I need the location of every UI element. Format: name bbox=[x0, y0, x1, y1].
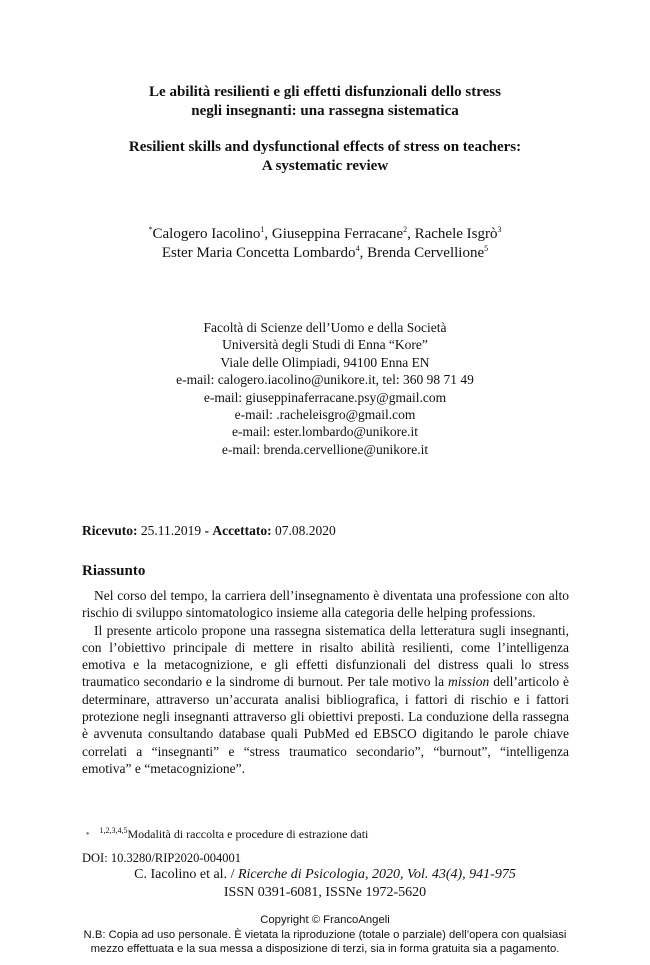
author-line1: *Calogero Iacolino$^1$, Giuseppina Ferracane$^2$, Rachele Isgrò$^3$ bbox=[148, 225, 502, 242]
abstract-paragraph-1: Nel corso del tempo, la carriera dell’insegnamento è diventata una professione con alto rischio di sviluppo sintomatologico insieme alla categoria delle helping professions. bbox=[82, 588, 569, 621]
abstract-body bbox=[82, 587, 569, 777]
title-italian-line1: Le abilità resilienti e gli effetti disfunzionali dello stress bbox=[149, 84, 501, 100]
abstract-heading: Riassunto bbox=[82, 563, 146, 579]
footnote-text: Modalità di raccolta e procedure di estrazione dati bbox=[127, 827, 369, 841]
affiliation-email-5: e-mail: brenda.cervellione@unikore.it bbox=[221, 441, 429, 457]
affiliation-address: Viale delle Olimpiadi, 94100 Enna EN bbox=[220, 354, 430, 370]
received-label: Ricevuto: bbox=[82, 523, 138, 538]
title-italian bbox=[0, 83, 650, 121]
title-english-line2: A systematic review bbox=[261, 158, 389, 174]
abstract-p2-part1: Il presente articolo propone una rassegna sistematica della letteratura sugli insegnanti, con l’obiettivo principale di mettere in risalto abilità resilienti, come l’intelligenza emotiva e la metacognizione, e gli effetti disfunzionali del distress quali lo stress traumatico secondario e la sindrome di burnout. Per tale motivo la bbox=[82, 622, 569, 690]
copyright-notice bbox=[0, 913, 650, 957]
affiliation-email-3: e-mail: .racheleisgro@gmail.com bbox=[234, 407, 416, 423]
author-3-ref: 3 bbox=[497, 225, 502, 234]
copyright-line3: mezzo effettuata e la sua messa a disposizione di terzi, sia in forma gratuita sia a pagamento. bbox=[90, 943, 560, 956]
dates-separator: - bbox=[204, 523, 209, 538]
affiliation-email-1: e-mail: calogero.iacolino@unikore.it, tel: 360 98 71 49 bbox=[176, 372, 474, 388]
abstract-mission-term: mission bbox=[448, 674, 490, 690]
copyright-line1: Copyright © FrancoAngeli bbox=[260, 914, 390, 926]
submission-dates bbox=[82, 523, 336, 539]
title-italian-line2: negli insegnanti: una rassegna sistematica bbox=[191, 103, 459, 119]
received-date: 25.11.2019 bbox=[140, 523, 202, 538]
author-4: Ester Maria Concetta Lombardo bbox=[161, 245, 356, 261]
author-line2: Ester Maria Concetta Lombardo$^4$, Brenda Cervellione$^5$ bbox=[161, 244, 489, 261]
author-2: Giuseppina Ferracane bbox=[271, 226, 404, 242]
citation-issn: ISSN 0391-6081, ISSNe 1972-5620 bbox=[223, 885, 427, 900]
affiliation-university: Università degli Studi di Enna “Kore” bbox=[222, 337, 428, 353]
affiliation-email-2: e-mail: giuseppinaferracane.psy@gmail.com bbox=[203, 389, 447, 405]
citation-line bbox=[0, 866, 650, 884]
citation-block bbox=[0, 866, 650, 902]
title-english-line1: Resilient skills and dysfunctional effects of stress on teachers: bbox=[128, 139, 522, 155]
author-asterisk: * bbox=[148, 225, 153, 234]
citation-authors: C. Iacolino et al. / bbox=[134, 867, 235, 882]
doi: DOI: 10.3280/RIP2020-004001 bbox=[82, 851, 242, 865]
affiliation-block bbox=[0, 319, 650, 458]
accepted-label: Accettato: bbox=[212, 523, 272, 538]
accepted-date: 07.08.2020 bbox=[274, 523, 336, 538]
footnote-refs: 1,2,3,4,5 bbox=[99, 826, 128, 835]
footnote-mark: * bbox=[86, 831, 90, 840]
abstract-p2-part2: dell’articolo è determinare, attraverso un’accurata analisi bibliografica, i fattori di rischio e i fattori protezione negli insegnanti attraverso gli obiettivi preposti. La conduzione della rassegna è avvenuta consultando database quali PubMed ed EBSCO digitando le parole chiave correlati a “insegnanti” e “stress traumatico secondario”, “burnout”, “intelligenza emotiva” e “metacognizione”. bbox=[82, 674, 570, 776]
footnote bbox=[86, 826, 368, 842]
author-2-ref: 2 bbox=[403, 225, 408, 234]
author-1-ref: 1 bbox=[260, 225, 265, 234]
abstract-paragraph-2 bbox=[82, 622, 569, 778]
author-5: Brenda Cervellione bbox=[367, 245, 485, 261]
affiliation-faculty: Facoltà di Scienze dell’Uomo e della Società bbox=[203, 320, 447, 335]
citation-journal: Ricerche di Psicologia, 2020, Vol. 43(4), 941-975 bbox=[237, 867, 516, 882]
author-1: Calogero Iacolino bbox=[152, 226, 261, 242]
title-english bbox=[0, 138, 650, 176]
author-list bbox=[0, 225, 650, 263]
author-3: Rachele Isgrò bbox=[414, 226, 498, 242]
affiliation-email-4: e-mail: ester.lombardo@unikore.it bbox=[231, 424, 418, 440]
author-5-ref: 5 bbox=[484, 244, 489, 253]
author-4-ref: 4 bbox=[355, 244, 360, 253]
copyright-line2: N.B: Copia ad uso personale. È vietata la riproduzione (totale o parziale) dell’opera con qualsiasi bbox=[83, 928, 567, 941]
